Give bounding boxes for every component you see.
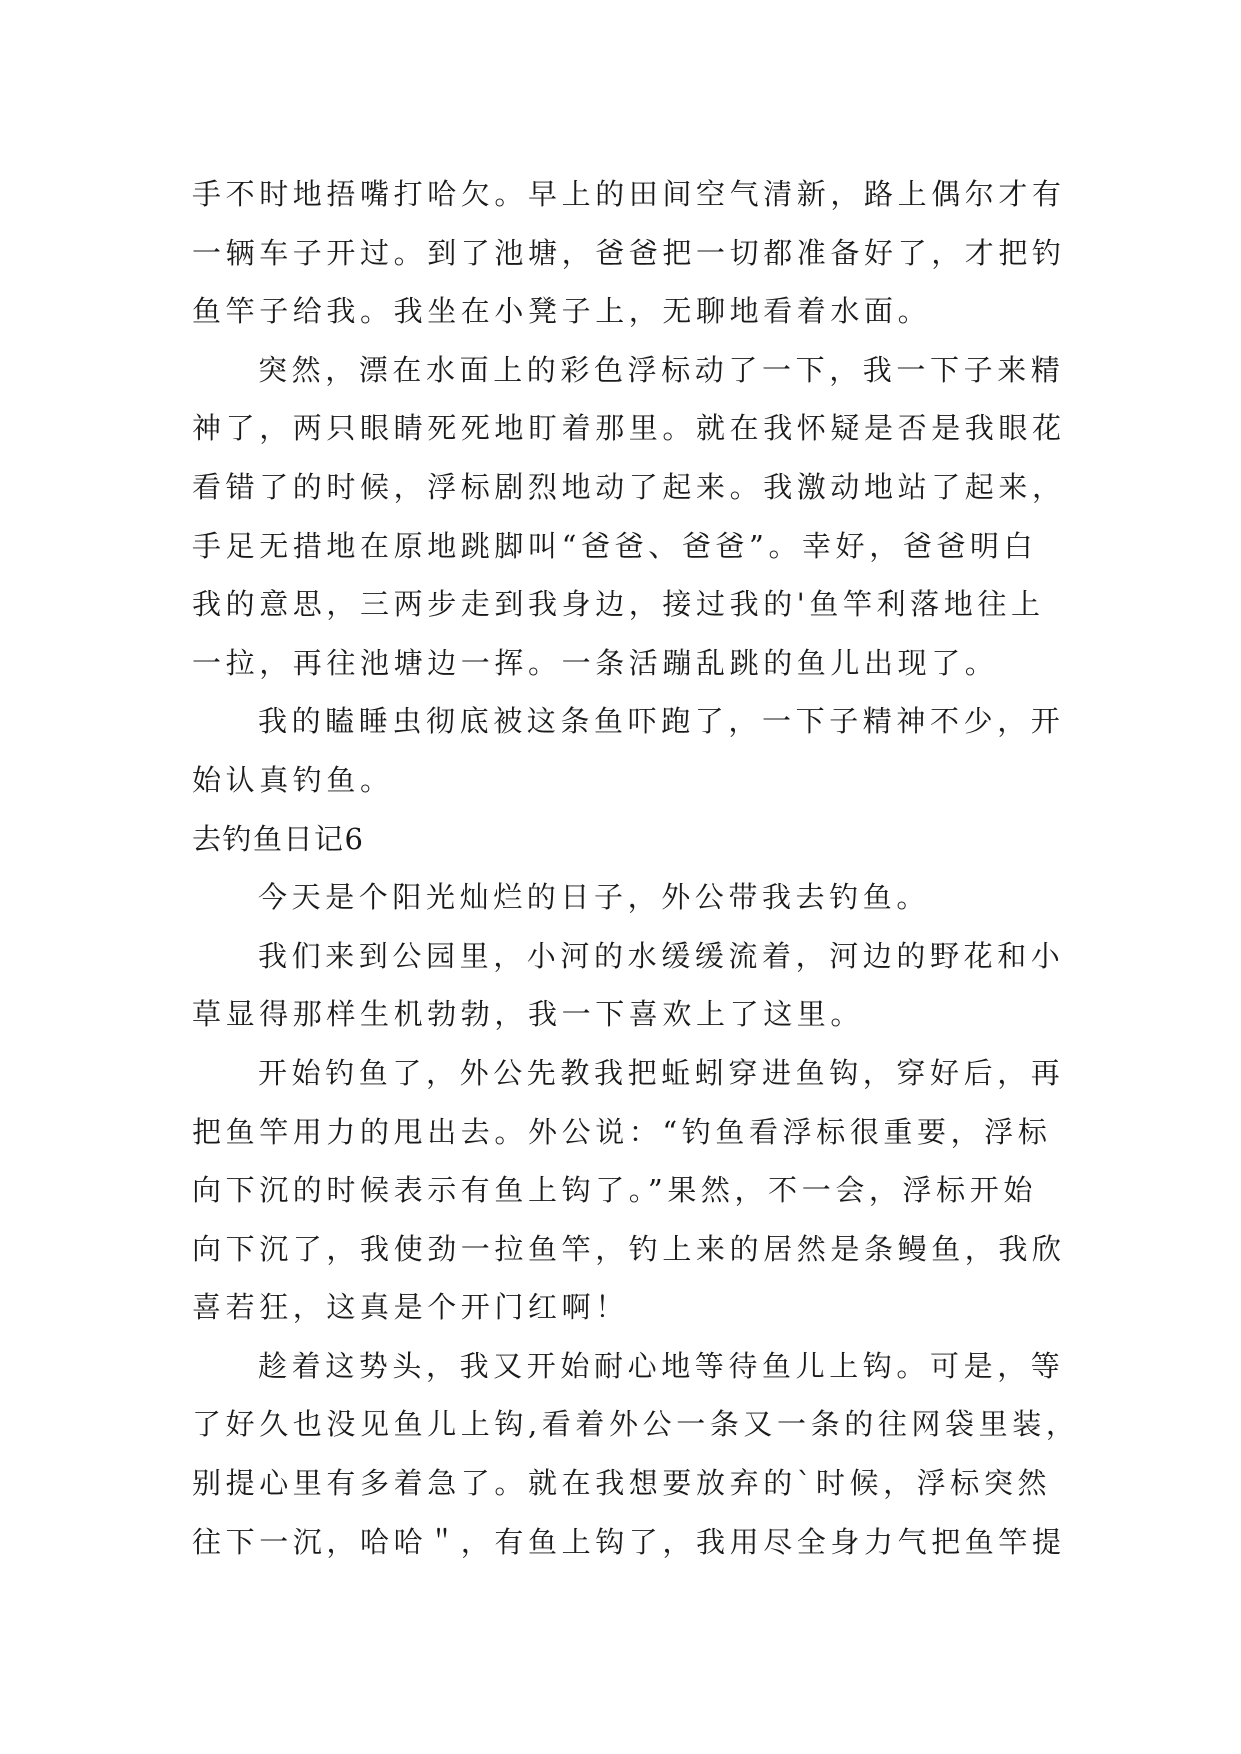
text-line: 开始钓鱼了，外公先教我把蚯蚓穿进鱼钩，穿好后，再 <box>258 1055 1065 1090</box>
paragraph <box>192 868 1052 927</box>
text-line: 手足无措地在原地跳脚叫“爸爸、爸爸”。幸好，爸爸明白 <box>192 528 1038 563</box>
paragraph <box>192 341 1066 693</box>
text-line: 神了，两只眼睛死死地盯着那里。就在我怀疑是否是我眼花 <box>192 411 1066 446</box>
text-line: 我的意思，三两步走到我身边，接过我的'鱼竿利落地往上 <box>192 587 1045 622</box>
text-line: 我的瞌睡虫彻底被这条鱼吓跑了，一下子精神不少，开 <box>258 704 1065 739</box>
text-line: 别提心里有多着急了。就在我想要放弃的`时候，浮标突然 <box>192 1466 1052 1501</box>
paragraph <box>192 165 1066 341</box>
text-line: 草显得那样生机勃勃，我一下喜欢上了这里。 <box>192 997 865 1032</box>
section-heading <box>192 810 1052 869</box>
text-line: 始认真钓鱼。 <box>192 762 394 797</box>
text-line: 今天是个阳光灿烂的日子，外公带我去钓鱼。 <box>258 880 931 915</box>
text-line: 手不时地捂嘴打哈欠。早上的田间空气清新，路上偶尔才有 <box>192 177 1066 211</box>
text-line: 向下沉的时候表示有鱼上钩了。”果然，不一会，浮标开始 <box>192 1173 1037 1208</box>
text-line: 往下一沉，哈哈＂，有鱼上钩了，我用尽全身力气把鱼竿提 <box>192 1524 1066 1559</box>
text-line: 了好久也没见鱼儿上钩,看着外公一条又一条的往网袋里装， <box>192 1407 1080 1442</box>
text-line: 突然，漂在水面上的彩色浮标动了一下，我一下子来精 <box>258 352 1065 387</box>
text-line: 看错了的时候，浮标剧烈地动了起来。我激动地站了起来， <box>192 469 1066 504</box>
text-line: 一辆车子开过。到了池塘，爸爸把一切都准备好了，才把钓 <box>192 235 1066 270</box>
text-line: 我们来到公园里，小河的水缓缓流着，河边的野花和小 <box>258 938 1065 973</box>
paragraph <box>192 692 1065 809</box>
text-line: 趁着这势头，我又开始耐心地等待鱼儿上钩。可是，等 <box>258 1348 1065 1383</box>
document-body <box>192 165 1080 1571</box>
paragraph <box>192 927 1065 1044</box>
text-line: 向下沉了，我使劲一拉鱼竿，钓上来的居然是条鳗鱼，我欣 <box>192 1231 1066 1266</box>
paragraph <box>192 1044 1066 1337</box>
text-line: 喜若狂，这真是个开门红啊！ <box>192 1290 629 1325</box>
paragraph <box>192 1337 1080 1571</box>
text-line: 把鱼竿用力的甩出去。外公说：“钓鱼看浮标很重要，浮标 <box>192 1114 1052 1149</box>
text-line: 鱼竿子给我。我坐在小凳子上，无聊地看着水面。 <box>192 294 932 329</box>
heading-text: 去钓鱼日记6 <box>192 821 365 856</box>
text-line: 一拉，再往池塘边一挥。一条活蹦乱跳的鱼儿出现了。 <box>192 645 999 680</box>
